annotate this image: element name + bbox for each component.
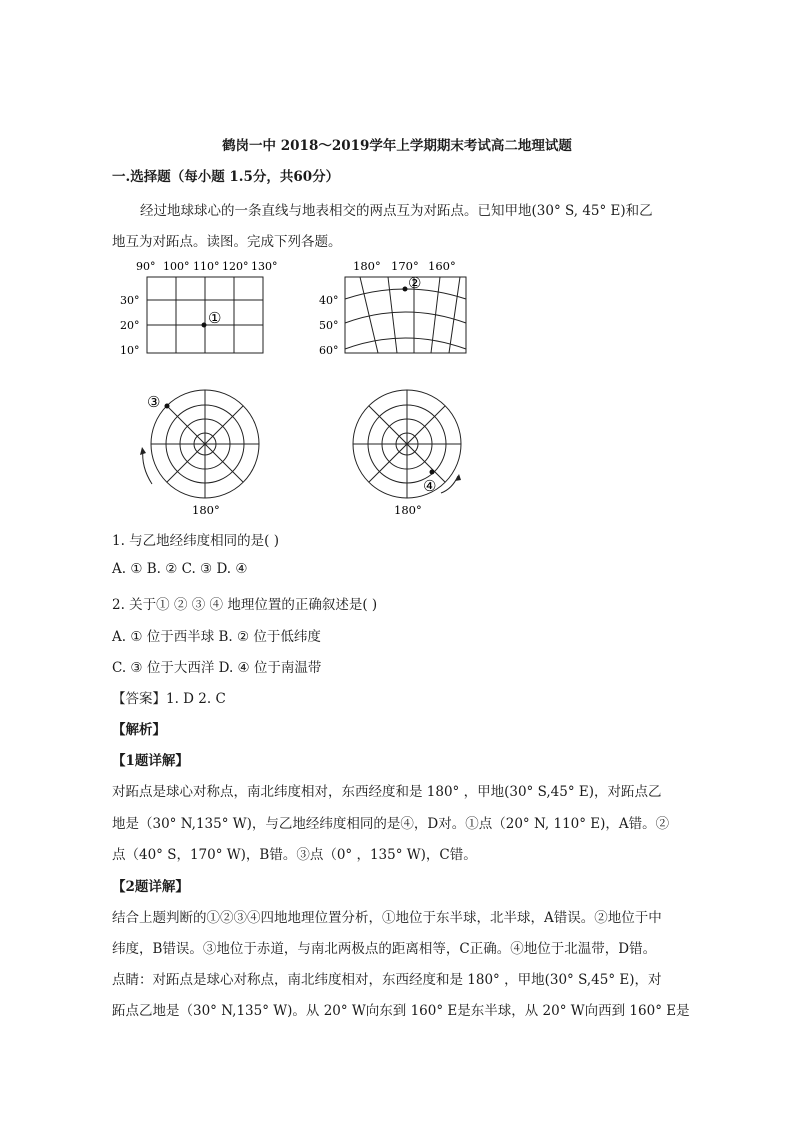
grid2-lat-label: 50° — [319, 319, 339, 332]
q2-detail-heading: 【2题详解】 — [112, 879, 189, 895]
q1-detail-heading: 【1题详解】 — [112, 753, 189, 769]
point-3-marker — [165, 404, 170, 409]
q2-detail-line: 点睛：对跖点是球心对称点，南北纬度相对，东西经度和是 180° ，甲地(30° S,45° E)，对 — [112, 972, 662, 988]
arrow-icon — [455, 474, 461, 481]
analysis-heading: 【解析】 — [112, 722, 166, 738]
arrow-icon — [140, 447, 146, 455]
grid1-lat-label: 10° — [120, 344, 140, 357]
grid1-lat-label: 20° — [120, 319, 140, 332]
grid1-lon-label: 120° — [222, 260, 249, 273]
point-4-label: ④ — [423, 477, 437, 495]
grid-map-1 — [147, 277, 263, 353]
grid1-lon-label: 130° — [251, 260, 278, 273]
answer-line: 【答案】1. D 2. C — [112, 691, 226, 707]
question-1: 1. 与乙地经纬度相同的是( ) — [112, 533, 279, 549]
grid1-lon-label: 90° — [136, 260, 156, 273]
point-2-marker — [403, 287, 408, 292]
page-title: 鹤岗一中 2018～2019学年上学期期末考试高二地理试题 — [222, 138, 572, 154]
question-2-options-ab: A. ① 位于西半球 B. ② 位于低纬度 — [112, 629, 321, 645]
grid1-lat-label: 30° — [120, 294, 140, 307]
grid2-lon-label: 170° — [391, 259, 419, 273]
question-2: 2. 关于① ② ③ ④ 地理位置的正确叙述是( ) — [112, 597, 378, 613]
intro-line-1: 经过地球球心的一条直线与地表相交的两点互为对跖点。已知甲地(30° S, 45° E)和乙 — [140, 203, 653, 219]
polar1-180-label: 180° — [192, 503, 220, 517]
point-4-marker — [430, 470, 435, 475]
section-heading: 一.选择题（每小题 1.5分，共60分） — [112, 169, 340, 185]
q2-detail-line: 结合上题判断的①②③④四地地理位置分析，①地位于东半球，北半球，A错误。②地位于中 — [112, 910, 662, 926]
polar-map-2 — [353, 390, 461, 498]
q1-detail-line: 地是（30° N,135° W)，与乙地经纬度相同的是④，D对。①点（20° N, 110° E)，A错。② — [112, 816, 670, 832]
point-1-label: ① — [208, 309, 222, 327]
polar2-180-label: 180° — [394, 503, 422, 517]
q1-detail-line: 对跖点是球心对称点，南北纬度相对，东西经度和是 180° ，甲地(30° S,45° E)，对跖点乙 — [112, 784, 662, 800]
q2-detail-line: 纬度，B错误。③地位于赤道，与南北两极点的距离相等，C正确。④地位于北温带，D错。 — [112, 941, 657, 957]
point-1-marker — [202, 323, 207, 328]
grid2-lat-label: 60° — [319, 344, 339, 357]
point-3-label: ③ — [147, 393, 161, 411]
map-figures — [0, 255, 794, 535]
question-1-options: A. ① B. ② C. ③ D. ④ — [112, 561, 248, 577]
grid2-lon-label: 160° — [428, 259, 456, 273]
grid1-lon-label: 110° — [193, 260, 220, 273]
q2-detail-line: 跖点乙地是（30° N,135° W)。从 20° W向东到 160° E是东半球，从 20° W向西到 160° E是 — [112, 1003, 690, 1019]
point-2-label: ② — [408, 274, 422, 292]
intro-line-2: 地互为对跖点。读图。完成下列各题。 — [112, 234, 342, 250]
q1-detail-line: 点（40° S，170° W)，B错。③点（0° ，135° W)，C错。 — [112, 847, 477, 863]
grid2-lat-label: 40° — [319, 294, 339, 307]
question-2-options-cd: C. ③ 位于大西洋 D. ④ 位于南温带 — [112, 660, 322, 676]
grid2-lon-label: 180° — [353, 259, 381, 273]
grid1-lon-label: 100° — [163, 260, 190, 273]
